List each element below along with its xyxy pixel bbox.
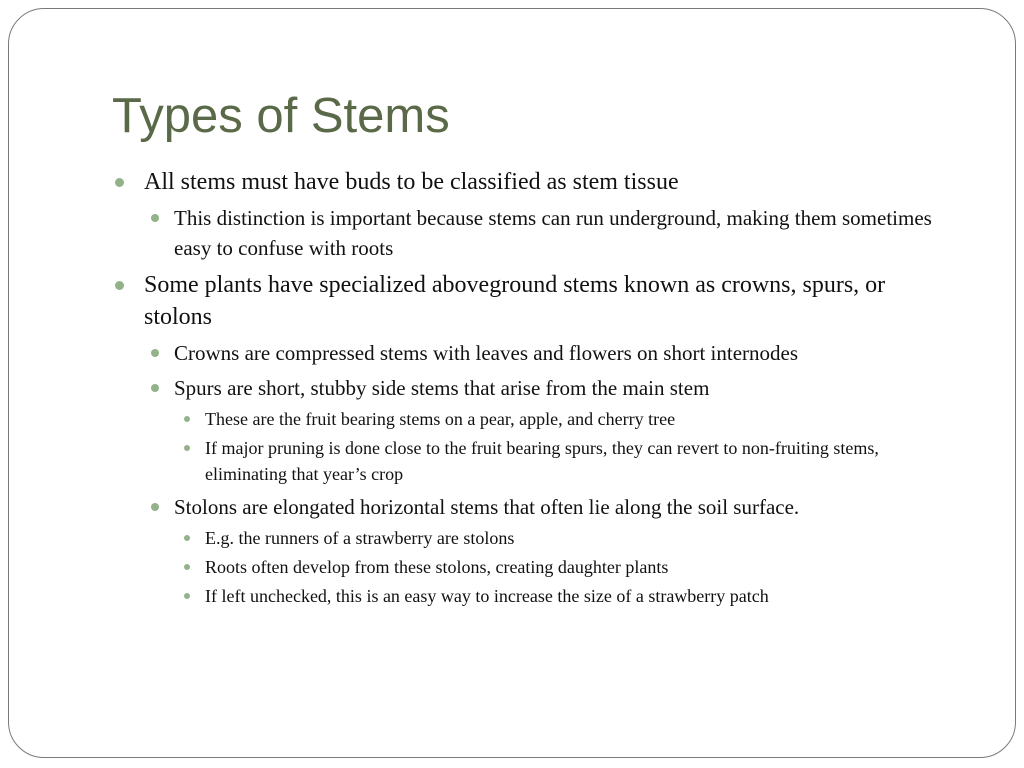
bullet-item: Some plants have specialized aboveground stems known as crowns, spurs, or stolons [112, 269, 952, 333]
sub-sub-bullet-item: If major pruning is done close to the fruit bearing spurs, they can revert to non-fruiting stems, eliminating that year’s crop [112, 435, 952, 487]
sub-sub-bullet-item: Roots often develop from these stolons, creating daughter plants [112, 554, 952, 580]
sub-bullet-item: This distinction is important because stems can run underground, making them sometimes easy to confuse with roots [112, 203, 952, 263]
sub-sub-bullet-item: E.g. the runners of a strawberry are stolons [112, 525, 952, 551]
sub-sub-bullet-item: These are the fruit bearing stems on a pear, apple, and cherry tree [112, 406, 952, 432]
sub-bullet-item: Stolons are elongated horizontal stems that often lie along the soil surface. [112, 492, 952, 522]
sub-sub-bullet-item: If left unchecked, this is an easy way to increase the size of a strawberry patch [112, 583, 952, 609]
bullet-item: All stems must have buds to be classified as stem tissue [112, 166, 952, 198]
sub-bullet-item: Spurs are short, stubby side stems that arise from the main stem [112, 373, 952, 403]
bullet-list [112, 166, 952, 609]
slide-title: Types of Stems [112, 89, 450, 143]
sub-bullet-item: Crowns are compressed stems with leaves and flowers on short internodes [112, 338, 952, 368]
